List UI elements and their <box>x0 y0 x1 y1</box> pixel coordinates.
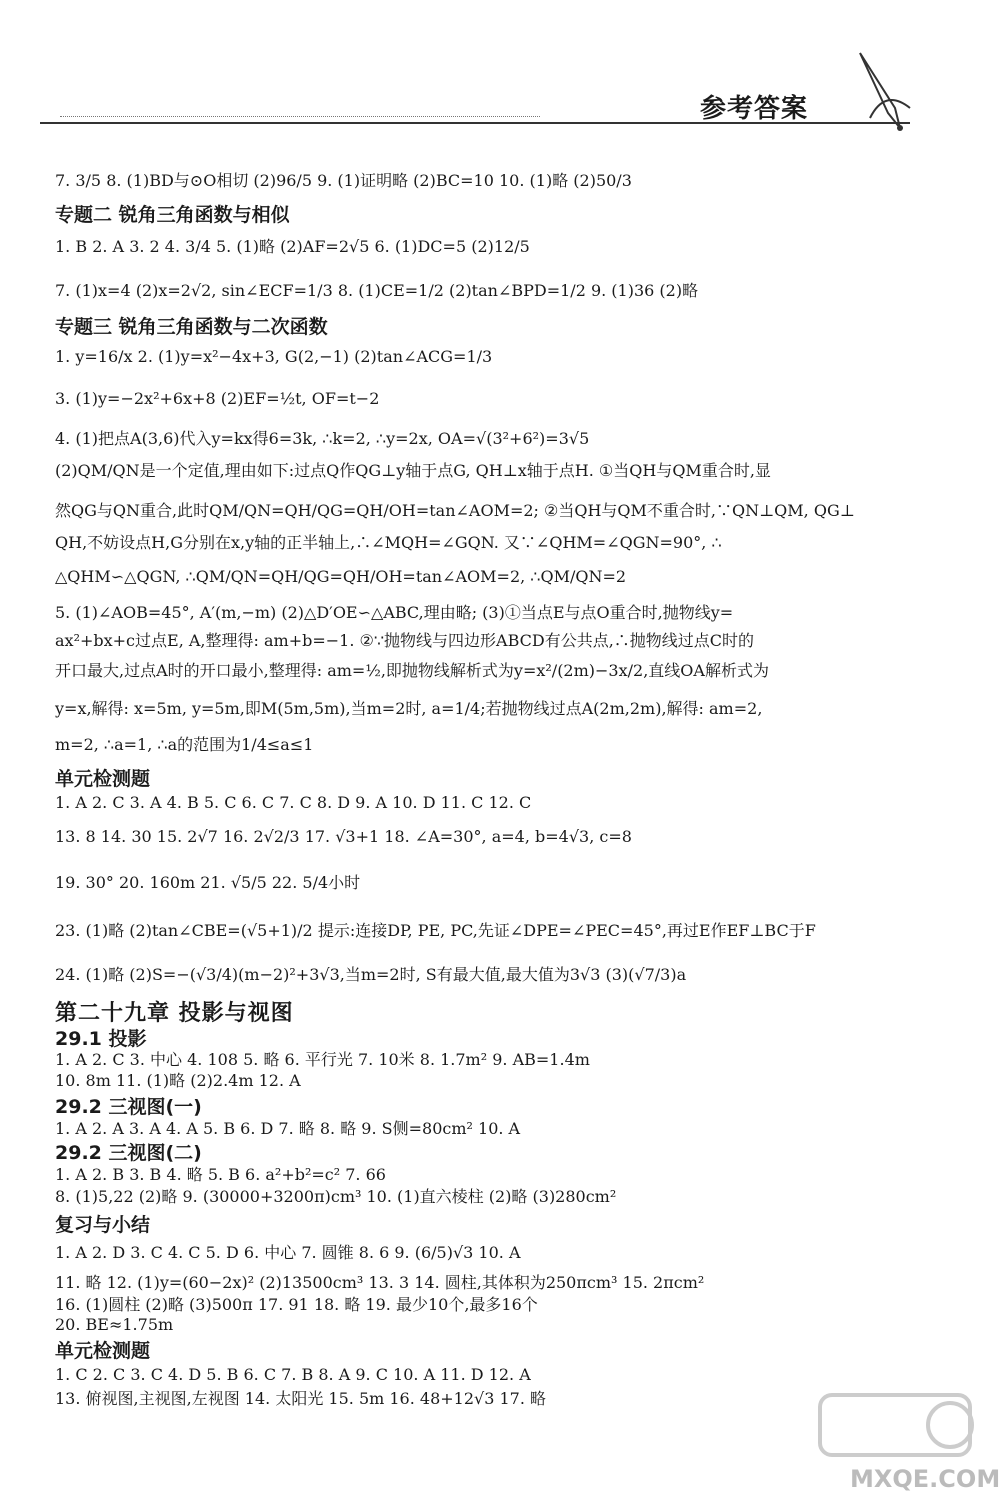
answer-line: 10. 8m 11. (1)略 (2)2.4m 12. A <box>55 1071 301 1090</box>
section-title: 专题三 锐角三角函数与二次函数 <box>55 316 328 338</box>
answer-line: 7. 3/5 8. (1)BD与⊙O相切 (2)96/5 9. (1)证明略 (2)BC=10 10. (1)略 (2)50/3 <box>55 171 632 190</box>
section-title: 单元检测题 <box>55 768 151 790</box>
answer-line: (2)QM/QN是一个定值,理由如下:过点Q作QG⊥y轴于点G, QH⊥x轴于点H. ①当QH与QM重合时,显 <box>55 461 771 480</box>
header-title: 参考答案 <box>700 94 809 124</box>
answer-line: 16. (1)圆柱 (2)略 (3)500π 17. 91 18. 略 19. 最少10个,最多16个 <box>55 1295 538 1314</box>
answer-line: 3. (1)y=−2x²+6x+8 (2)EF=½t, OF=t−2 <box>55 389 380 408</box>
answer-line: QH,不妨设点H,G分别在x,y轴的正半轴上,∴∠MQH=∠GQN. 又∵∠QHM=∠QGN=90°, ∴ <box>55 533 722 552</box>
answer-line: 1. C 2. C 3. C 4. D 5. B 6. C 7. B 8. A 9. C 10. A 11. D 12. A <box>55 1365 531 1384</box>
header-rule <box>40 122 910 124</box>
answer-line: 13. 俯视图,主视图,左视图 14. 太阳光 15. 5m 16. 48+12√3 17. 略 <box>55 1389 547 1408</box>
answer-line: 1. A 2. B 3. B 4. 略 5. B 6. a²+b²=c² 7. 66 <box>55 1165 386 1184</box>
chapter-title: 第二十九章 投影与视图 <box>55 1001 294 1026</box>
answer-line: 8. (1)5,22 (2)略 9. (30000+3200π)cm³ 10. (1)直六棱柱 (2)略 (3)280cm² <box>55 1187 617 1206</box>
answer-line: 1. B 2. A 3. 2 4. 3/4 5. (1)略 (2)AF=2√5 6. (1)DC=5 (2)12/5 <box>55 237 530 256</box>
answer-line: 1. A 2. D 3. C 4. C 5. D 6. 中心 7. 圆锥 8. 6 9. (6/5)√3 10. A <box>55 1243 521 1262</box>
answer-line: 1. A 2. A 3. A 4. A 5. B 6. D 7. 略 8. 略 9. S侧=80cm² 10. A <box>55 1119 521 1138</box>
answer-line: 1. A 2. C 3. 中心 4. 108 5. 略 6. 平行光 7. 10米 8. 1.7m² 9. AB=1.4m <box>55 1050 590 1069</box>
answer-line: 开口最大,过点A时的开口最小,整理得: am=½,即抛物线解析式为y=x²/(2m)−3x/2,直线OA解析式为 <box>55 661 769 680</box>
header-dotted-rule <box>60 116 540 117</box>
answer-line: ax²+bx+c过点E, A,整理得: am+b=−1. ②∵抛物线与四边形ABCD有公共点,∴抛物线过点C时的 <box>55 631 755 650</box>
answer-line: 1. A 2. C 3. A 4. B 5. C 6. C 7. C 8. D 9. A 10. D 11. C 12. C <box>55 793 532 812</box>
watermark-text: MXQE.COM <box>850 1465 1000 1493</box>
answer-line: 7. (1)x=4 (2)x=2√2, sin∠ECF=1/3 8. (1)CE=1/2 (2)tan∠BPD=1/2 9. (1)36 (2)略 <box>55 281 699 300</box>
answer-line: 11. 略 12. (1)y=(60−2x)² (2)13500cm³ 13. 3 14. 圆柱,其体积为250πcm³ 15. 2πcm² <box>55 1273 705 1292</box>
section-title: 专题二 锐角三角函数与相似 <box>55 204 290 226</box>
answer-line: 然QG与QN重合,此时QM/QN=QH/QG=QH/OH=tan∠AOM=2; ②当QH与QM不重合时,∵QN⊥QM, QG⊥ <box>55 501 855 520</box>
answer-line: 20. BE≈1.75m <box>55 1315 174 1334</box>
section-title: 29.2 三视图(二) <box>55 1142 202 1164</box>
answer-line: 4. (1)把点A(3,6)代入y=kx得6=3k, ∴k=2, ∴y=2x, OA=√(3²+6²)=3√5 <box>55 429 590 448</box>
section-title: 29.1 投影 <box>55 1028 147 1050</box>
section-title: 29.2 三视图(一) <box>55 1096 202 1118</box>
answer-line: m=2, ∴a=1, ∴a的范围为1/4≤a≤1 <box>55 735 314 754</box>
answer-line: y=x,解得: x=5m, y=5m,即M(5m,5m),当m=2时, a=1/4;若抛物线过点A(2m,2m),解得: am=2, <box>55 699 763 718</box>
answer-line: 5. (1)∠AOB=45°, A′(m,−m) (2)△D′OE∽△ABC,理由略; (3)①当点E与点O重合时,抛物线y= <box>55 603 734 622</box>
answer-line: 24. (1)略 (2)S=−(√3/4)(m−2)²+3√3,当m=2时, S有最大值,最大值为3√3 (3)(√7/3)a <box>55 965 687 984</box>
answer-line: △QHM∽△QGN, ∴QM/QN=QH/QG=QH/OH=tan∠AOM=2, ∴QM/QN=2 <box>55 567 627 586</box>
pen-decoration-icon <box>840 48 930 138</box>
section-title: 单元检测题 <box>55 1340 151 1362</box>
answer-line: 19. 30° 20. 160m 21. √5/5 22. 5/4小时 <box>55 873 361 892</box>
answer-line: 1. y=16/x 2. (1)y=x²−4x+3, G(2,−1) (2)tan∠ACG=1/3 <box>55 347 493 366</box>
section-title: 复习与小结 <box>55 1214 151 1236</box>
answer-line: 23. (1)略 (2)tan∠CBE=(√5+1)/2 提示:连接DP, PE, PC,先证∠DPE=∠PEC=45°,再过E作EF⊥BC于F <box>55 921 816 940</box>
answer-line: 13. 8 14. 30 15. 2√7 16. 2√2/3 17. √3+1 18. ∠A=30°, a=4, b=4√3, c=8 <box>55 827 632 846</box>
